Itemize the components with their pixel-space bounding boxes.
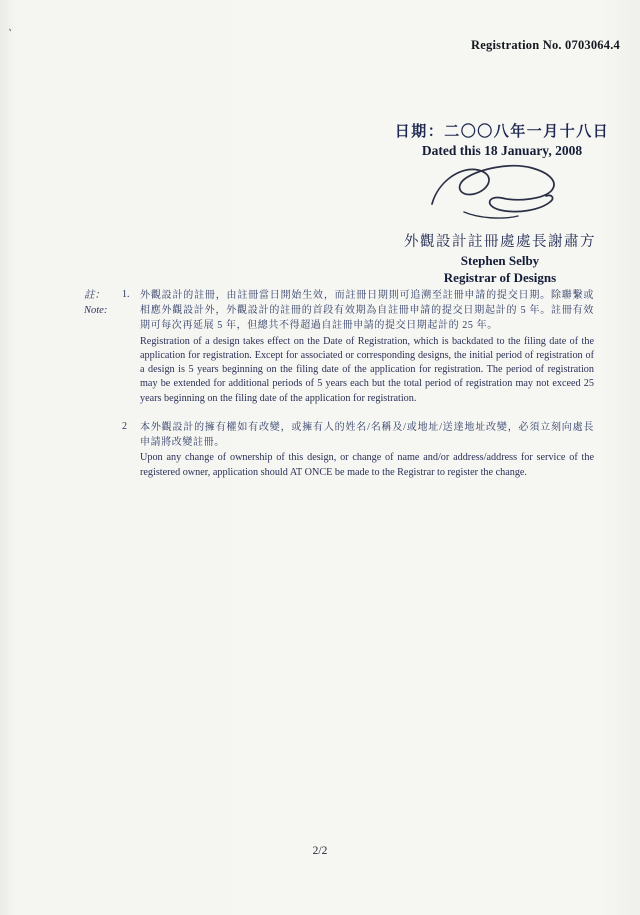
note-text bbox=[140, 420, 594, 480]
date-chinese: 日期：二〇〇八年一月十八日 bbox=[394, 124, 610, 140]
signature-icon bbox=[418, 152, 576, 232]
note-text-english: Upon any change of ownership of this design, or change of name and/or address/address for service of the registered owner, application should AT ONCE be made to the Registrar to register the change. bbox=[140, 452, 594, 478]
note-text-chinese: 本外觀設計的擁有權如有改變，或擁有人的姓名/名稱及/或地址/送達地址改變，必須立刻向處長申請將改變註冊。 bbox=[140, 421, 594, 449]
signatory-title-english: Registrar of Designs bbox=[443, 270, 557, 285]
note-label-english: Note: bbox=[84, 305, 108, 317]
note-item-2 bbox=[84, 420, 594, 480]
note-item-1 bbox=[84, 288, 594, 406]
signatory-title-chinese: 外觀設計註冊處處長謝肅方 bbox=[404, 234, 596, 250]
note-label bbox=[84, 288, 122, 318]
registrar-signature bbox=[418, 152, 576, 232]
note-text-chinese: 外觀設計的註冊，由註冊當日開始生效，而註冊日期則可追溯至註冊申請的提交日期。除聯繫或相應外觀設計外，外觀設計的註冊的首段有效期為自註冊申請的提交日期起計的 5 年。註冊有效期可每次再延展 5 年，但總共不得超過自註冊申請的提交日期起計的 25 年。 bbox=[140, 290, 594, 332]
date-english: Dated this 18 January, 2008 bbox=[421, 143, 583, 158]
note-text bbox=[140, 288, 594, 406]
note-number: 2 bbox=[122, 420, 127, 432]
registration-number: Registration No. 0703064.4 bbox=[471, 38, 620, 52]
note-label-chinese: 註： bbox=[84, 290, 105, 301]
note-number: 1. bbox=[122, 289, 130, 300]
signatory-name: Stephen Selby bbox=[460, 253, 540, 268]
note-text-english: Registration of a design takes effect on the Date of Registration, which is backdated to the filing date of the application for registration. Except for associated or corresponding designs, the initial period of registration of a design is 5 years beginning on the filing date of the application for registration. The period of registration may be extended for additional periods of 5 years each but the total period of registration may not exceed 25 years beginning on the filing date of the application for registration. bbox=[140, 335, 594, 404]
page-number: 2/2 bbox=[312, 845, 328, 857]
signatory-block bbox=[378, 230, 622, 286]
notes-section bbox=[84, 288, 594, 480]
scan-artifact-mark: ` bbox=[5, 25, 14, 42]
